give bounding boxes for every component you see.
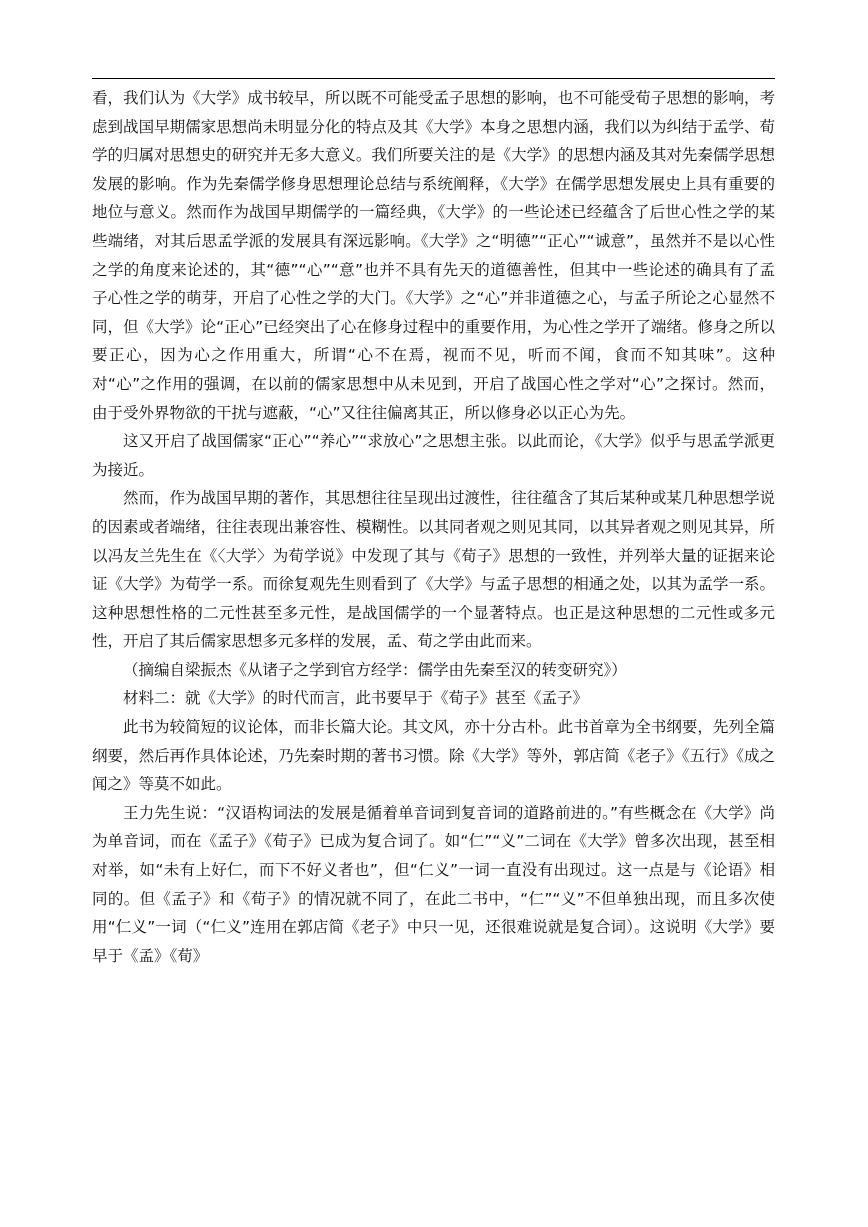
paragraph-continuation: 看，我们认为《大学》成书较早，所以既不可能受孟子思想的影响，也不可能受荀子思想的影响，考虑到战国早期儒家思想尚未明显分化的特点及其《大学》本身之思想内涵，我们以为纠结于孟学、荀学的归属对思想史的研究并无多大意义。我们所要关注的是《大学》的思想内涵及其对先秦儒学思想发展的影响。作为先秦儒学修身思想理论总结与系统阐释，《大学》在儒学思想发展史上具有重要的地位与意义。然而作为战国早期儒学的一篇经典，《大学》的一些论述已经蕴含了后世心性之学的某些端绪，对其后思孟学派的发展具有深远影响。《大学》之“明德”“正心”“诚意”，虽然并不是以心性之学的角度来论述的，其“德”“心”“意”也并不具有先天的道德善性，但其中一些论述的确具有了孟子心性之学的萌芽，开启了心性之学的大门。《大学》之“心”并非道德之心，与孟子所论之心显然不同，但《大学》论“正心”已经突出了心在修身过程中的重要作用，为心性之学开了端绪。修身之所以要正心，因为心之作用重大，所谓“心不在焉，视而不见，听而不闻，食而不知其味”。这种对“心”之作用的强调，在以前的儒家思想中从未见到，开启了战国心性之学对“心”之探讨。然而，由于受外界物欲的干扰与遮蔽，“心”又往往偏离其正，所以修身必以正心为先。	[92, 89, 775, 422]
header-rule	[92, 78, 775, 79]
article-body	[92, 84, 775, 970]
paragraph: 这又开启了战国儒家“正心”“养心”“求放心”之思想主张。以此而论，《大学》似乎与思孟学派更为接近。	[92, 432, 775, 479]
paragraph: 然而，作为战国早期的著作，其思想往往呈现出过渡性，往往蕴含了其后某种或某几种思想学说的因素或者端绪，往往表现出兼容性、模糊性。以其同者观之则见其同，以其异者观之则见其异，所以冯友兰先生在《〈大学〉为荀学说》中发现了其与《荀子》思想的一致性，并列举大量的证据来论证《大学》为荀学一系。而徐复观先生则看到了《大学》与孟子思想的相通之处，以其为孟学一系。这种思想性格的二元性甚至多元性，是战国儒学的一个显著特点。也正是这种思想的二元性或多元性，开启了其后儒家思想多元多样的发展，孟、荀之学由此而来。	[92, 489, 775, 651]
paragraph: 此书为较简短的议论体，而非长篇大论。其文风，亦十分古朴。此书首章为全书纲要，先列全篇纲要，然后再作具体论述，乃先秦时期的著书习惯。除《大学》等外，郭店简《老子》《五行》《成之闻之》等莫不如此。	[92, 718, 775, 794]
paragraph: 王力先生说：“汉语构词法的发展是循着单音词到复音词的道路前进的。”有些概念在《大学》尚为单音词，而在《孟子》《荀子》已成为复合词了。如“仁”“义”二词在《大学》曾多次出现，甚至相对举，如“未有上好仁，而下不好义者也”，但“仁义”一词一直没有出现过。这一点是与《论语》相同的。但《孟子》和《荀子》的情况就不同了，在此二书中，“仁”“义”不但单独出现，而且多次使用“仁义”一词（“仁义”连用在郭店简《老子》中只一见，还很难说就是复合词）。这说明《大学》要早于《孟》《荀》	[92, 803, 775, 965]
material-heading: 材料二：就《大学》的时代而言，此书要早于《荀子》甚至《孟子》	[123, 689, 589, 708]
source-citation: （摘编自梁振杰《从诸子之学到官方经学：儒学由先秦至汉的转变研究》）	[123, 660, 627, 679]
